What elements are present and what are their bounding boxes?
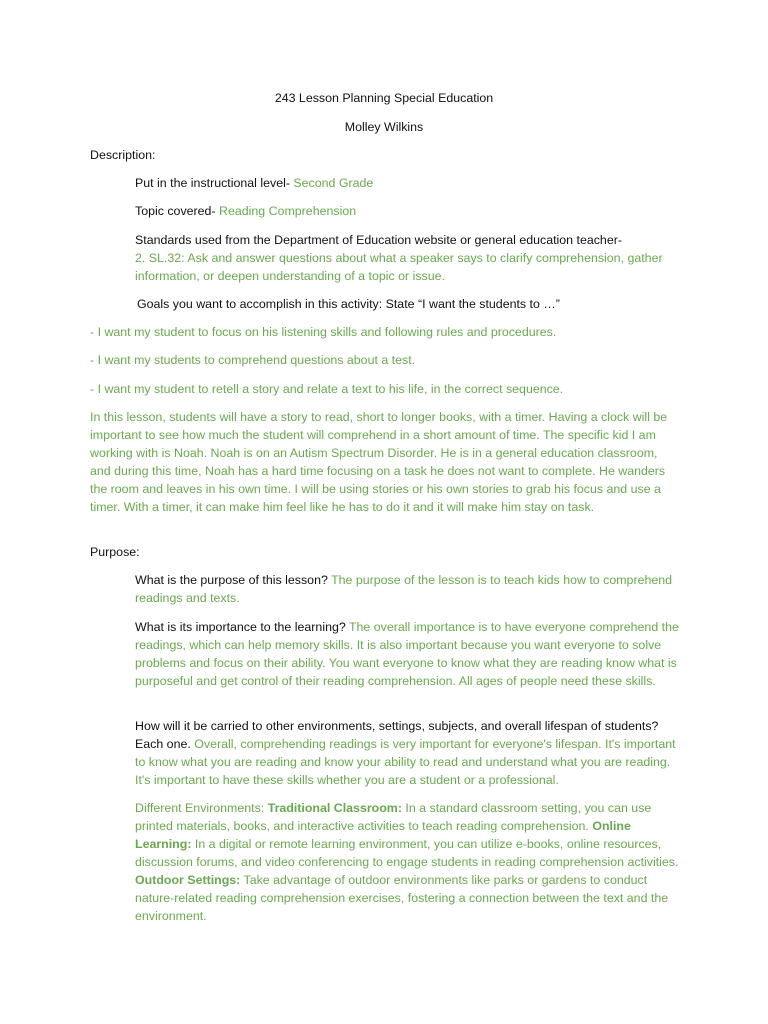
question-text: How will it be carried to other environments, settings, subjects, and overall lifespan of students? Each one.	[135, 719, 659, 751]
purpose-heading: Purpose:	[90, 545, 140, 559]
goal-item: - I want my student to focus on his listening skills and following rules and procedures.	[90, 325, 557, 339]
lesson-paragraph: In this lesson, students will have a story to read, short to longer books, with a timer. Having a clock will be important to see how much the student will comprehend in a short amount of time. The specific kid I am working with is Noah. Noah is on an Autism Spectrum Disorder. He is in a general education classroom, and during this time, Noah has a hard time focusing on a task he does not want to complete. He wanders the room and leaves in his own time. I will be using stories or his own stories to grab his focus and use a timer. With a timer, it can make him feel like he has to do it and it will make him stay on task.	[90, 410, 668, 514]
purpose-q2	[135, 618, 680, 690]
env-text: In a digital or remote learning environment, you can utilize e-books, online resources, discussion forums, and video conferencing to engage students in reading comprehension activities.	[135, 837, 679, 869]
environments-paragraph	[135, 799, 680, 925]
standards-value: 2. SL.32: Ask and answer questions about what a speaker says to clarify comprehension, gather information, or deepen understanding of a topic or issue.	[135, 251, 663, 283]
goals-label: Goals you want to accomplish in this activity: State “I want the students to …”	[137, 297, 560, 311]
env-title: Traditional Classroom:	[267, 801, 402, 815]
question-text: What is its importance to the learning?	[135, 620, 349, 634]
env-text: In a standard classroom setting, you can use printed materials, books, and interactive activities to teach reading comprehension.	[135, 801, 652, 833]
author-name: Molley Wilkins	[344, 120, 424, 134]
level-value: Second Grade	[293, 176, 374, 190]
standards-label: Standards used from the Department of Education website or general education teacher-	[135, 233, 622, 247]
goal-item: - I want my students to comprehend questions about a test.	[90, 353, 416, 367]
instructional-level-line	[135, 174, 680, 192]
answer-text: The purpose of the lesson is to teach kids how to comprehend readings and texts.	[135, 573, 673, 605]
question-text: What is the purpose of this lesson?	[135, 573, 332, 587]
goal-item: - I want my student to retell a story and relate a text to his life, in the correct sequence.	[90, 382, 564, 396]
level-label: Put in the instructional level-	[135, 176, 294, 190]
document-title: 243 Lesson Planning Special Education	[274, 91, 494, 105]
topic-value: Reading Comprehension	[219, 204, 357, 218]
environments-intro: Different Environments:	[135, 801, 268, 815]
env-title: Online Learning:	[135, 819, 631, 851]
answer-text: The overall importance is to have everyone comprehend the readings, which can help memory skills. It is also important because you want everyone to solve problems and focus on their ability. You want everyone to know what they are reading know what is purposeful and get control of their reading comprehension. All ages of people need these skills.	[135, 620, 679, 688]
purpose-q3	[135, 717, 680, 789]
description-heading: Description:	[90, 148, 156, 162]
env-title: Outdoor Settings:	[135, 873, 241, 887]
purpose-q1	[135, 571, 680, 607]
env-text: Take advantage of outdoor environments like parks or gardens to conduct nature-related reading comprehension exercises, fostering a connection between the text and the environment.	[135, 873, 669, 923]
topic-line	[135, 202, 680, 220]
topic-label: Topic covered-	[135, 204, 220, 218]
answer-text: Overall, comprehending readings is very important for everyone's lifespan. It's important to know what you are reading and know your ability to read and understand what you are reading. It's important to have these skills whether you are a student or a professional.	[135, 737, 676, 787]
